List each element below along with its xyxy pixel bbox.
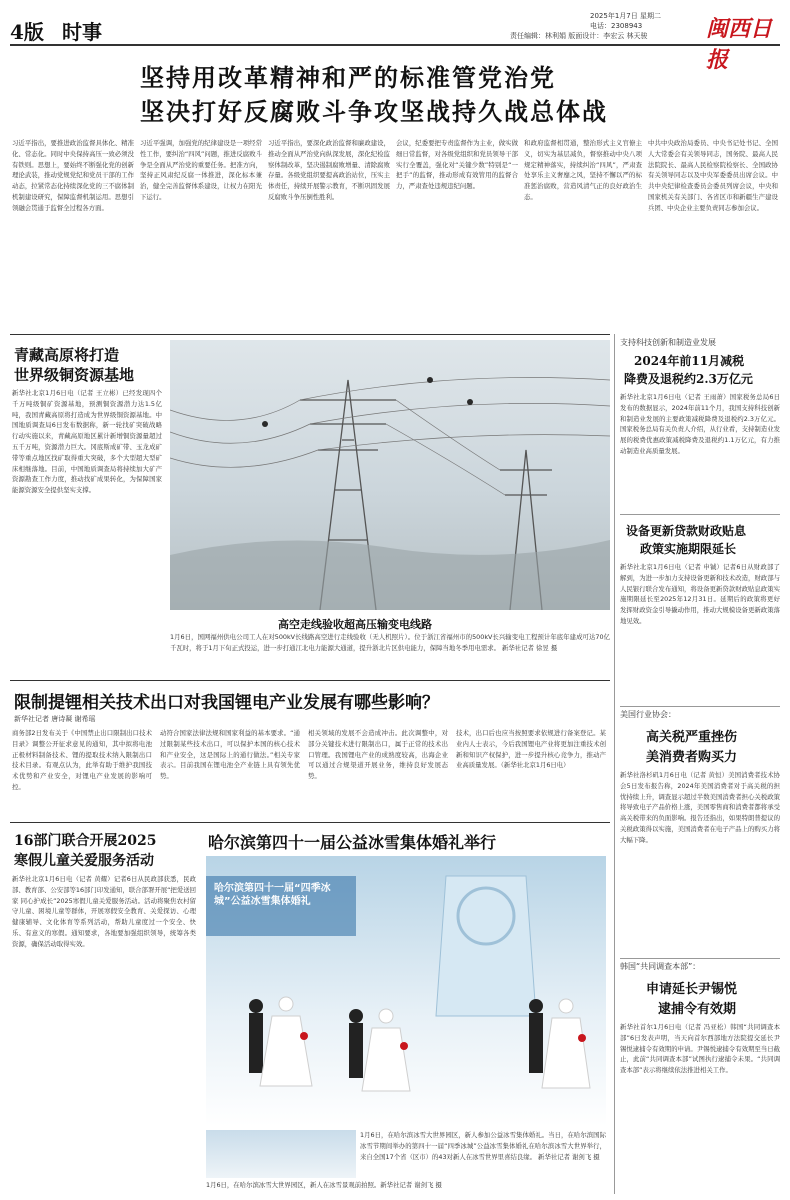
- power-photo-title: 高空走线验收超高压输变电线路: [278, 618, 432, 631]
- kids-rule: [10, 822, 610, 823]
- right-column-divider: [614, 334, 615, 1194]
- tax-body: 新华社北京1月6日电（记者 王雨萧）国家税务总局6日发布的数据显示，2024年前11个月，我国支持科技创新和制造业发展的主要政策减税降费及退税约2.3万亿元。国家税务总局有关负责人介绍，从行业看，支持制造业发展的税费优惠政策减税降费及退税约1.1万亿元，有力推动制造业高质量发展。: [620, 393, 780, 455]
- korea-headline-2: 逮捕令有效期: [658, 1002, 737, 1017]
- lead-body-col-1: 习近平指出，要推进政治监督具体化、精准化、常态化。同时中央保持高压一致必须没有铁则。思想上，要始终不断强化党的创新理论武装，推动党规党纪和党员干部的工作动态，拉紧常态化持续深化党的三不腐体制机制建设研究，保障监督机制运用。思想引领融会贯通于监督全过程各方面。: [12, 139, 134, 212]
- lead-headline-2: 坚决打好反腐败斗争攻坚战持久战总体战: [140, 97, 608, 126]
- tax-headline-2: 降费及退税约2.3万亿元: [624, 372, 753, 386]
- wedding-caption: 1月6日，在哈尔滨冰雪大世界园区，新人参加公益冰雪集体婚礼。当日，在哈尔滨国际冰雪节期间举办的第四十一届“四季冰城”公益冰雪集体婚礼在哈尔滨冰雪大世界举行，来自全国17个省（区市）的43对新人在冰雪世界里喜结良缘。 新华社记者 谢剑飞 摄: [360, 1130, 606, 1178]
- lithium-body-col-1: 商务部2日发布关于《中国禁止出口限制出口技术目录》调整公开征求意见的通知，其中拟将电池正极材料制备技术、锂的提取技术纳入限制出口技术目录。有观点认为，此举有助于维护我国技术优势和产业安全，对锂电产业发展的影响可控。: [12, 729, 152, 791]
- usa-kicker: 美国行业协会：: [620, 710, 676, 719]
- lead-rule: [10, 334, 610, 335]
- wedding-banner-text: 哈尔滨第四十一届“四季冰城”公益冰雪集体婚礼: [214, 883, 331, 907]
- kids-headline-2: 寒假儿童关爱服务活动: [14, 853, 154, 869]
- kids-headline-1: 16部门联合开展2025: [14, 833, 157, 849]
- korea-headline-1: 申请延长尹锡悦: [646, 982, 738, 997]
- newspaper-logo: 闽西日报: [706, 16, 773, 73]
- korea-body: 新华社首尔1月6日电（记者 冯亚松）韩国“共同调查本部”6日发表声明，当天向首尔西部地方法院提交延长尹锡悦逮捕令有效期的申请。尹锡悦逮捕令有效期至当日截止，此前“共同调查本部”试图执行逮捕令未果。“共同调查本部”表示将继续依法推进相关工作。: [620, 1023, 780, 1075]
- lead-body-col-2: 习近平强调，加强党的纪律建设是一项经常性工作，要纠治“四风”问题，推进反腐败斗争是全面从严治党的重要任务。把准方向，坚持正风肃纪反腐一体推进，深化标本兼治，健全完善监督体系建设，让权力在阳光下运行。: [140, 139, 262, 201]
- editor-credits: 责任编辑：林利娟 版面设计：李宏云 林天骏: [510, 32, 648, 40]
- tax-kicker: 支持科技创新和制造业发展: [620, 338, 716, 347]
- equipment-headline-2: 政策实施期限延长: [640, 542, 737, 556]
- lead-body-col-3: 习近平指出，要深化政治监督和廉政建设，推动全面从严治党向纵深发展，深化纪检监察体制改革，坚决遏制腐败增量、清除腐败存量。各级党组织要提高政治站位，压实主体责任，持续开展警示教育，不断巩固发展反腐败斗争压倒性胜利。: [268, 139, 390, 201]
- tax-rule: [620, 514, 780, 515]
- usa-headline-1: 高关税严重挫伤: [646, 730, 738, 745]
- usa-rule: [620, 706, 780, 707]
- wedding-headline: 哈尔滨第四十一届公益冰雪集体婚礼举行: [208, 833, 497, 852]
- lead-body-col-6: 中共中央政治局委员、中央书记处书记、全国人大常委会有关领导同志，国务院、最高人民法院院长、最高人民检察院检察长、全国政协有关领导同志以及中央军委委员出席会议。中共中央纪律检查委员会委员列席会议，中央和国家机关有关部门、各省区市和新疆生产建设兵团、中央企业主要负责同志参加会议。: [648, 139, 778, 212]
- usa-headline-2: 美消费者购买力: [646, 750, 738, 765]
- tax-headline-1: 2024年前11月减税: [634, 354, 745, 368]
- lead-headline-1: 坚持用改革精神和严的标准管党治党: [140, 63, 556, 92]
- kids-body: 新华社北京1月6日电（记者 黄耀）记者6日从民政部获悉，民政部、教育部、公安部等16部门印发通知，联合部署开展“把爱送回家 同心护成长”2025寒假儿童关爱服务活动。活动将聚焦农村留守儿童、困境儿童等群体，开展寒假安全教育、关爱探访、心理健康辅导、文化体育等系列活动，帮助儿童度过一个安全、快乐、有意义的寒假。通知要求，各地要加强组织领导，统筹各类资源，确保活动取得实效。: [12, 875, 196, 948]
- wedding-caption-2: 1月6日，在哈尔滨冰雪大世界园区，新人在冰雪景观前拍照。新华社记者 谢剑飞 摄: [206, 1181, 442, 1189]
- lead-body-col-4: 会议，纪委要把专责监督作为主业，做实做细日常监督，对各级党组织和党员领导干部实行全覆盖，强化对“关键少数”特别是“一把手”的监督，推动形成有效管用的监督合力，严肃查处违规违纪问题。: [396, 139, 518, 191]
- lead-body-col-5: 和政府监督相贯通，整治形式主义官僚主义，切实为基层减负，督察推动中央八项规定精神落实，持续纠治“四风”，严肃查处享乐主义奢靡之风，坚持不懈以严的标准惩治腐败，营造风清气正的良好政治生态。: [524, 139, 642, 201]
- usa-body: 新华社洛杉矶1月6日电（记者 黄恒）美国消费者技术协会5日发布报告称，2024年美国消费者对于高关税的担忧持续上升，调查显示超过半数美国消费者担心关税政策将导致电子产品价格上涨，美国零售商和消费者都将承受高关税带来的负面影响。报告还指出，如果特朗普提议的关税政策得以实施，美国消费者在电子产品上的购买力将大幅下降。: [620, 771, 780, 844]
- lithium-byline: 新华社记者 唐诗凝 谢希瑶: [14, 715, 96, 723]
- lithium-rule: [10, 680, 610, 681]
- copper-headline-1: 青藏高原将打造: [14, 346, 120, 364]
- korea-rule: [620, 958, 780, 959]
- phone-number: 电话：2308943: [590, 22, 643, 30]
- lithium-body-col-2: 动符合国家法律法规和国家利益的基本要求。“通过限制某些技术出口，可以保护本国的核心技术和产业安全，这是国际上的通行做法。”相关专家表示。目前我国在锂电池全产业链上具有领先优势。: [160, 729, 300, 781]
- lithium-headline: 限制提锂相关技术出口对我国锂电产业发展有哪些影响？: [14, 693, 439, 713]
- power-line-photo: [170, 340, 610, 610]
- equipment-headline-1: 设备更新贷款财政贴息: [626, 524, 747, 538]
- lithium-body-col-4: 技术，出口后也应当按照要求依规进行备案登记。某业内人士表示，今后我国锂电产业将更加注重技术创新和知识产权保护，进一步提升核心竞争力，推动产业高质量发展。（新华社北京1月6日电）: [456, 729, 606, 770]
- power-tower-illustration: [170, 340, 610, 610]
- korea-kicker: 韩国“共同调查本部”：: [620, 962, 701, 971]
- section-name: 时事: [62, 20, 102, 44]
- issue-date: 2025年1月7日 星期二: [590, 12, 661, 20]
- lithium-body-col-3: 相关领域的发展不会造成冲击。此次调整中，对部分关键技术进行限制出口，属于正常的技术出口管理。我国锂电产业的成熟度较高，出海企业可以通过合规渠道开展业务，维持良好发展态势。: [308, 729, 448, 781]
- page-number: 4版: [10, 20, 44, 44]
- wedding-photo-main: [206, 856, 606, 1126]
- masthead-rule: [10, 44, 780, 46]
- copper-headline-2: 世界级铜资源基地: [14, 366, 135, 384]
- copper-body: 新华社北京1月6日电（记者 王立彬）已经发现四个千万吨级铜矿资源基地，预测铜资源潜力达1.5亿吨，我国青藏高原将打造成为世界级铜资源基地。中国地质调查局6日发布数据称，新一轮找矿突破战略行动实施以来，青藏高原地区累计新增铜资源量超过五千万吨，资源潜力巨大。冈底斯成矿带、玉龙成矿带等重点地区找矿取得重大突破，多个大型超大型矿床相继落地。目前，中国地质调查局将持续加大矿产资源勘查工作力度，推动找矿成果转化，为保障国家能源资源安全提供坚实支撑。: [12, 389, 162, 495]
- power-photo-caption: 1月6日，国网福州供电公司工人在对500kV长线路高空进行走线验收（无人机照片）。位于浙江省福州市的500kV长兴输变电工程预计年底年建成可达70亿千瓦时，将于1月下旬正式投运，进一步打通江北电力能源大通道，提升浙北片区供电能力，保障当地冬季用电需求。 新华社记者 徐昱 摄: [170, 633, 610, 652]
- equipment-body: 新华社北京1月6日电（记者 申铖）记者6日从财政部了解到，为进一步加力支持设备更新和技术改造，财政部与人民银行联合发布通知，将设备更新贷款财政贴息政策实施期限延长至2025年12月31日。延期后的政策将更好发挥财政资金引导撬动作用，推动大规模设备更新政策落地见效。: [620, 563, 780, 625]
- wedding-photo-2: [206, 1130, 356, 1178]
